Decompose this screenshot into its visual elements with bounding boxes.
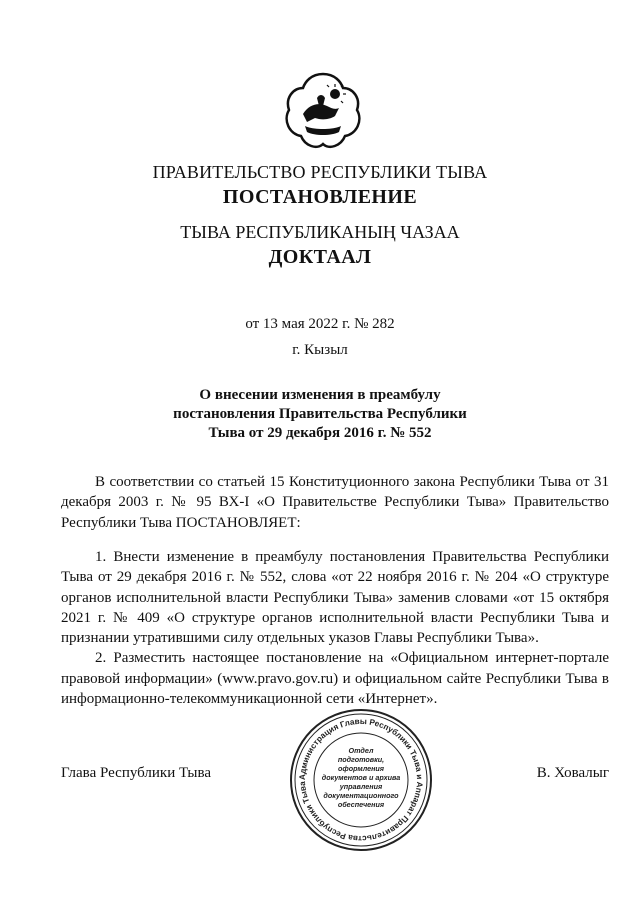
document-city: г. Кызыл — [292, 342, 348, 358]
stamp-center-line: оформления — [337, 764, 385, 773]
stamp-center-line: подготовки, — [337, 755, 385, 764]
signatory-position: Глава Республики Тыва — [61, 765, 212, 781]
stamp-center-line: документационного — [323, 791, 399, 800]
signatory-name: В. Ховалыг — [536, 765, 609, 781]
coat-of-arms-icon — [283, 70, 363, 150]
item-paragraph-2: 2. Разместить настоящее постановление на «Официальном интернет-портале правовой информации» (www.pravo.gov.ru) и официальном сайте Республики Тыва в информационно-телекоммуникационной сети «Интернет». — [61, 650, 609, 708]
subject-line: Тыва от 29 декабря 2016 г. № 552 — [208, 425, 432, 441]
subject-line: О внесении изменения в преамбулу — [199, 387, 441, 403]
government-title-tyv: ТЫВА РЕСПУБЛИКАНЫҢ ЧАЗАА — [180, 222, 460, 242]
stamp-center-line: обеспечения — [337, 800, 385, 809]
government-title-ru: ПРАВИТЕЛЬСТВО РЕСПУБЛИКИ ТЫВА — [152, 162, 488, 182]
stamp-ring-text: Администрация Главы Республики Тыва и Аппарат Правительства Республики Тыва — [297, 716, 425, 844]
document-date-number: от 13 мая 2022 г. № 282 — [245, 316, 395, 332]
document-type-ru: ПОСТАНОВЛЕНИЕ — [222, 186, 418, 208]
stamp-center-line: документов и архива — [321, 773, 401, 782]
document-preamble — [61, 472, 609, 533]
stamp-center-line: Отдел — [348, 746, 374, 755]
item-paragraph-1: 1. Внести изменение в преамбулу постановления Правительства Республики Тыва от 29 декабря 2016 г. № 552, слова «от 22 ноября 2016 г. № 204 «О структуре органов исполнительной власти Республики Тыва» заменив словами «от 15 октября 2021 г. № 409 «О структуре органов исполнительной власти Республики Тыва и признании утратившими силу отдельных указов Главы Республики Тыва». — [61, 549, 609, 647]
stamp-center-line: управления — [339, 782, 383, 791]
official-stamp-icon — [286, 705, 436, 855]
subject-line: постановления Правительства Республики — [173, 406, 467, 422]
preamble-paragraph: В соответствии со статьей 15 Конституционного закона Республики Тыва от 31 декабря 2003 г. № 95 ВХ-I «О Правительстве Республики Тыва» Правительство Республики Тыва ПОСТАНОВЛЯЕТ: — [61, 474, 609, 531]
document-subject — [0, 386, 640, 443]
document-items — [61, 547, 609, 709]
document-type-tyv: ДОКТААЛ — [268, 246, 372, 268]
